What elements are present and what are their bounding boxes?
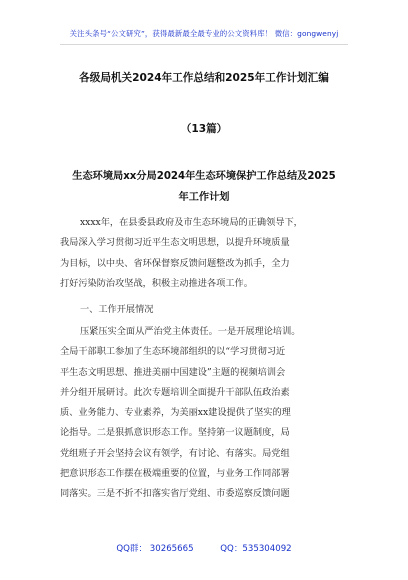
paragraph-line: xxxx年，在县委县政府及市生态环境局的正确领导下， <box>80 217 303 228</box>
paragraph-line: 党组班子开会坚持会议有领学，有讨论、有落实。局党组 <box>60 447 290 459</box>
section-title-line: 年工作计划 <box>178 192 230 203</box>
section-heading: 一、工作开展情况 <box>80 304 154 315</box>
paragraph-line: 质、业务能力、专业素养，为美丽xx建设提供了坚实的理 <box>60 407 291 419</box>
paragraph-line: 为目标，以中央、省环保督察反馈问题整改为抓手，全力 <box>60 257 290 269</box>
section-title-line: 生态环境局xx分局2024年生态环境保护工作总结及2025 <box>72 171 336 182</box>
paragraph-line: 论指导。二是狠抓意识形态工作。坚持第一议题制度，局 <box>60 427 290 439</box>
footer-qq-group: QQ群： 30265665 <box>116 544 194 554</box>
section-title <box>52 166 356 208</box>
document-count: （13篇） <box>180 123 228 135</box>
paragraph-line: 并分组开展研讨。此次专题培训全面提升干部队伍政治素 <box>60 386 290 398</box>
paragraph-line: 全局干部职工参加了生态环境部组织的以“学习贯彻习近 <box>60 346 286 358</box>
paragraph-work <box>60 322 350 505</box>
header-divider <box>60 44 348 45</box>
paragraph-intro <box>60 213 350 294</box>
paragraph-line: 把意识形态工作摆在极端重要的位置，与业务工作同部署 <box>60 468 290 480</box>
paragraph-line: 我局深入学习贯彻习近平生态文明思想，以提升环境质量 <box>60 237 290 249</box>
header-banner: 关注头条号“公文研究”，获得最新最全最专业的公文资料库！ 微信：gongwenyj <box>69 29 339 38</box>
paragraph-line: 压紧压实全面从严治党主体责任。一是开展理论培训。 <box>80 326 301 337</box>
paragraph-line: 打好污染防治攻坚战，积极主动推进各项工作。 <box>60 277 253 289</box>
footer-qq: QQ：535304092 <box>220 544 292 554</box>
document-title: 各级局机关2024年工作总结和2025年工作计划汇编 <box>79 72 329 84</box>
paragraph-line: 同落实。三是不折不扣落实省厅党组、市委巡察反馈问题 <box>60 488 290 500</box>
paragraph-line: 平生态文明思想、推进美丽中国建设”主题的视频培训会 <box>60 366 286 378</box>
footer-contact <box>0 542 408 554</box>
